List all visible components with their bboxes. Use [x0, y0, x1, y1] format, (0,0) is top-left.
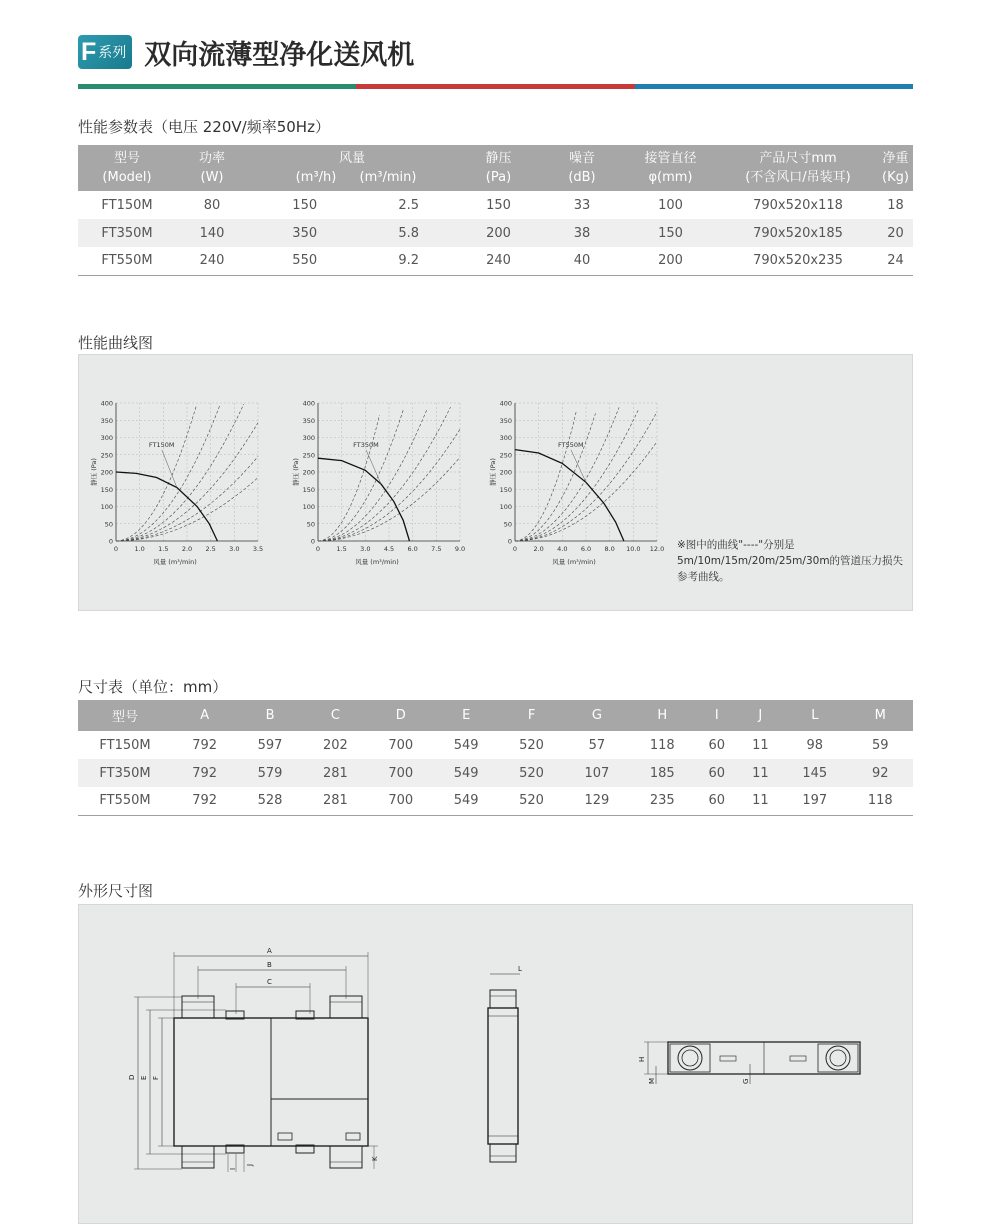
table-cell: 520 — [499, 787, 564, 815]
table-cell: 118 — [649, 737, 675, 753]
table-cell: 145 — [782, 759, 847, 787]
table-cell: 60 — [695, 787, 739, 815]
y-tick-label: 200 — [302, 468, 315, 477]
table-cell: 520 — [519, 737, 544, 753]
th-noise: 噪音 (dB) — [541, 145, 623, 191]
th-dim: D — [368, 700, 433, 731]
table-cell: 197 — [782, 787, 847, 815]
table-cell: 520 — [499, 759, 564, 787]
label-M: M — [648, 1077, 656, 1084]
table-cell: 792 — [172, 787, 237, 815]
x-tick-label: 6.0 — [580, 545, 592, 553]
th-power: 功率 (W) — [176, 145, 248, 191]
y-tick-label: 350 — [302, 416, 315, 425]
performance-curves-chart — [78, 354, 678, 611]
table-cell: 281 — [303, 787, 368, 815]
y-tick-label: 250 — [302, 451, 315, 460]
table-cell: 80 — [203, 197, 221, 213]
table-cell: 20 — [878, 219, 913, 247]
y-axis-label: 静压 (Pa) — [292, 458, 300, 486]
duct-loss-curve — [116, 404, 244, 541]
table-cell: 5.8 — [361, 219, 456, 247]
table-cell: 24 — [878, 247, 913, 275]
table-cell: 549 — [434, 787, 499, 815]
x-tick-label: 4.5 — [383, 545, 395, 553]
dimensions-table — [78, 700, 913, 816]
th-model: 型号 (Model) — [78, 145, 176, 191]
th-dim: J — [739, 700, 783, 731]
page-header — [78, 32, 414, 72]
table-cell: 18 — [887, 197, 904, 213]
table-cell: 185 — [630, 759, 695, 787]
duct-loss-curve — [515, 410, 577, 541]
label-L: L — [518, 965, 522, 973]
badge-text: 系列 — [98, 45, 127, 61]
y-axis-label: 静压 (Pa) — [489, 458, 497, 486]
label-A: A — [267, 947, 272, 955]
outline-title: 外形尺寸图 — [78, 882, 154, 900]
curve-chart-3 — [488, 400, 664, 567]
table-row — [78, 731, 913, 759]
stripe-green — [78, 84, 356, 89]
performance-body — [78, 191, 913, 275]
y-tick-label: 250 — [100, 451, 113, 460]
outline-drawing — [78, 904, 913, 1224]
x-axis-label: 风量 (m³/min) — [153, 558, 197, 566]
x-tick-label: 8.0 — [604, 545, 615, 553]
table-cell: 11 — [752, 737, 769, 753]
x-tick-label: 2.5 — [205, 545, 216, 553]
performance-title: 性能参数表（电压 220V/频率50Hz） — [78, 118, 330, 136]
stripe-red — [356, 84, 634, 89]
y-tick-label: 400 — [302, 399, 315, 408]
table-cell: 792 — [192, 737, 218, 753]
table-cell: 40 — [541, 247, 623, 275]
x-tick-label: 2.0 — [181, 545, 193, 553]
table-cell: 118 — [848, 787, 914, 815]
curves-note: ※图中的曲线"----"分别是5m/10m/15m/20m/25m/30m的管道压力损失参考曲线。 — [677, 539, 904, 583]
y-tick-label: 400 — [100, 399, 113, 408]
color-stripe — [78, 84, 913, 89]
th-pressure: 静压 (Pa) — [456, 145, 541, 191]
table-cell: FT350M — [78, 759, 172, 787]
y-tick-label: 150 — [100, 485, 113, 494]
x-tick-label: 7.5 — [431, 545, 442, 553]
x-tick-label: 0 — [315, 545, 321, 553]
front-view — [128, 947, 379, 1172]
x-tick-label: 10.0 — [626, 545, 641, 553]
duct-loss-curve — [515, 407, 619, 541]
curve-annotation: FT350M — [353, 441, 379, 450]
table-cell: 550 — [248, 247, 361, 275]
table-cell: 57 — [588, 737, 606, 753]
duct-loss-curve — [318, 415, 380, 541]
x-axis-label: 风量 (m³/min) — [552, 558, 596, 566]
label-C: C — [267, 978, 272, 986]
table-cell: 60 — [708, 737, 726, 753]
curve-chart-1 — [89, 400, 263, 567]
side-view — [488, 965, 522, 1162]
table-cell: 202 — [323, 737, 348, 753]
table-cell: 150 — [292, 197, 318, 213]
th-size: 产品尺寸mm (不含风口/吊装耳) — [718, 145, 878, 191]
y-tick-label: 100 — [100, 503, 113, 511]
th-dim: I — [695, 700, 739, 731]
x-axis-label: 风量 (m³/min) — [355, 558, 399, 566]
y-tick-label: 300 — [499, 434, 512, 442]
x-tick-label: 3.0 — [229, 545, 240, 553]
page-title: 双向流薄型净化送风机 — [144, 39, 415, 71]
table-cell: 107 — [564, 759, 629, 787]
th-dim: E — [434, 700, 499, 731]
th-dim: G — [564, 700, 629, 731]
x-tick-label: 2.0 — [533, 545, 544, 553]
fan-curve-line — [515, 450, 624, 541]
badge-letter: F — [81, 37, 97, 66]
y-tick-label: 300 — [302, 434, 315, 442]
th-dim: B — [237, 700, 302, 731]
duct-loss-curve — [318, 407, 451, 541]
table-cell: 700 — [368, 787, 433, 815]
curve-annotation: FT150M — [148, 441, 175, 450]
table-cell: 60 — [695, 759, 739, 787]
table-cell: 150 — [623, 219, 718, 247]
performance-header-row — [78, 145, 913, 191]
table-cell: 350 — [248, 219, 361, 247]
y-tick-label: 200 — [499, 468, 512, 477]
y-tick-label: 250 — [499, 451, 512, 460]
x-tick-label: 9.0 — [454, 545, 466, 553]
table-cell: 549 — [434, 759, 499, 787]
top-view — [638, 1042, 860, 1084]
performance-table — [78, 145, 913, 276]
label-H: H — [638, 1056, 646, 1062]
table-cell: 200 — [456, 219, 541, 247]
th-pipe: 接管直径 φ(mm) — [623, 145, 718, 191]
duct-loss-curve — [318, 410, 403, 541]
y-tick-label: 200 — [100, 468, 113, 477]
th-dim: C — [303, 700, 368, 731]
table-cell: 281 — [303, 759, 368, 787]
th-dim: A — [172, 700, 237, 731]
table-cell: FT550M — [78, 787, 172, 815]
table-row — [78, 191, 913, 219]
dimensions-title: 尺寸表（单位：mm） — [78, 678, 228, 696]
th-dim: 型号 — [78, 700, 172, 731]
curve-annotation: FT550M — [558, 441, 584, 450]
table-row — [78, 787, 913, 815]
series-badge — [78, 35, 132, 69]
duct-loss-curve — [515, 410, 638, 541]
table-cell: 98 — [806, 737, 824, 753]
table-cell: 150 — [486, 197, 511, 213]
annotation-leader — [366, 450, 381, 484]
table-cell: 790x520x118 — [753, 197, 843, 213]
table-cell: 11 — [739, 759, 783, 787]
y-tick-label: 50 — [503, 520, 512, 529]
table-cell: 700 — [388, 737, 414, 753]
x-tick-label: 6.0 — [407, 545, 418, 553]
y-tick-label: 0 — [108, 537, 113, 546]
y-tick-label: 150 — [302, 485, 315, 494]
x-tick-label: 1.0 — [134, 545, 145, 553]
y-tick-label: 300 — [100, 434, 113, 442]
y-tick-label: 400 — [499, 399, 512, 408]
label-B: B — [267, 961, 272, 969]
table-cell: 235 — [630, 787, 695, 815]
table-cell: 92 — [848, 759, 914, 787]
label-I: I — [229, 1167, 237, 1170]
label-K: K — [371, 1156, 379, 1161]
table-cell: 11 — [739, 787, 783, 815]
table-cell: FT150M — [101, 197, 153, 213]
th-airflow: 风量 (m³/h) (m³/min) — [248, 145, 456, 191]
x-tick-label: 12.0 — [649, 545, 665, 553]
fan-curve-line — [116, 472, 217, 541]
x-tick-label: 1.5 — [158, 545, 169, 553]
table-cell: 140 — [176, 219, 248, 247]
y-tick-label: 100 — [499, 503, 512, 511]
y-tick-label: 350 — [499, 416, 512, 425]
table-cell: 129 — [564, 787, 629, 815]
table-cell: 549 — [453, 737, 479, 753]
x-tick-label: 1.5 — [336, 545, 347, 553]
table-cell: 100 — [658, 197, 683, 213]
table-cell: 579 — [237, 759, 302, 787]
table-cell: 59 — [871, 737, 889, 753]
dimensions-header-row — [78, 700, 913, 731]
x-tick-label: 3.5 — [252, 545, 264, 553]
stripe-blue — [635, 84, 913, 89]
x-tick-label: 4.0 — [557, 545, 568, 553]
table-cell: 2.5 — [398, 197, 420, 213]
curve-chart-2 — [291, 400, 465, 567]
x-tick-label: 0 — [113, 545, 119, 553]
table-cell: 9.2 — [361, 247, 456, 275]
y-axis-label: 静压 (Pa) — [90, 458, 98, 486]
y-tick-label: 50 — [104, 520, 113, 529]
x-tick-label: 0 — [512, 545, 518, 553]
th-dim: L — [782, 700, 847, 731]
label-D: D — [128, 1074, 136, 1080]
table-cell: FT550M — [78, 247, 176, 275]
label-G: G — [742, 1078, 750, 1084]
th-dim: M — [848, 700, 914, 731]
y-tick-label: 0 — [310, 537, 315, 546]
y-tick-label: 100 — [302, 503, 315, 511]
table-cell: 700 — [368, 759, 433, 787]
x-tick-label: 3.0 — [360, 545, 371, 553]
table-cell: 240 — [176, 247, 248, 275]
table-cell: 200 — [623, 247, 718, 275]
y-tick-label: 150 — [499, 485, 512, 494]
y-tick-label: 50 — [306, 520, 315, 529]
label-J: J — [246, 1163, 254, 1166]
dimensions-body — [78, 731, 913, 815]
curves-title: 性能曲线图 — [78, 334, 154, 352]
label-E: E — [140, 1075, 148, 1080]
th-dim: F — [499, 700, 564, 731]
table-cell: 597 — [257, 737, 283, 753]
table-cell: 240 — [456, 247, 541, 275]
table-cell: FT350M — [78, 219, 176, 247]
th-weight: 净重 (Kg) — [878, 145, 913, 191]
y-tick-label: 0 — [507, 537, 512, 546]
table-row — [78, 247, 913, 275]
table-cell: 790x520x185 — [718, 219, 878, 247]
table-cell: 38 — [541, 219, 623, 247]
table-cell: FT150M — [99, 737, 151, 753]
table-cell: 528 — [237, 787, 302, 815]
y-tick-label: 350 — [100, 416, 113, 425]
th-dim: H — [630, 700, 695, 731]
table-cell: 790x520x235 — [718, 247, 878, 275]
table-cell: 33 — [573, 197, 591, 213]
table-row — [78, 219, 913, 247]
label-F: F — [152, 1075, 160, 1080]
table-cell: 792 — [172, 759, 237, 787]
table-row — [78, 759, 913, 787]
